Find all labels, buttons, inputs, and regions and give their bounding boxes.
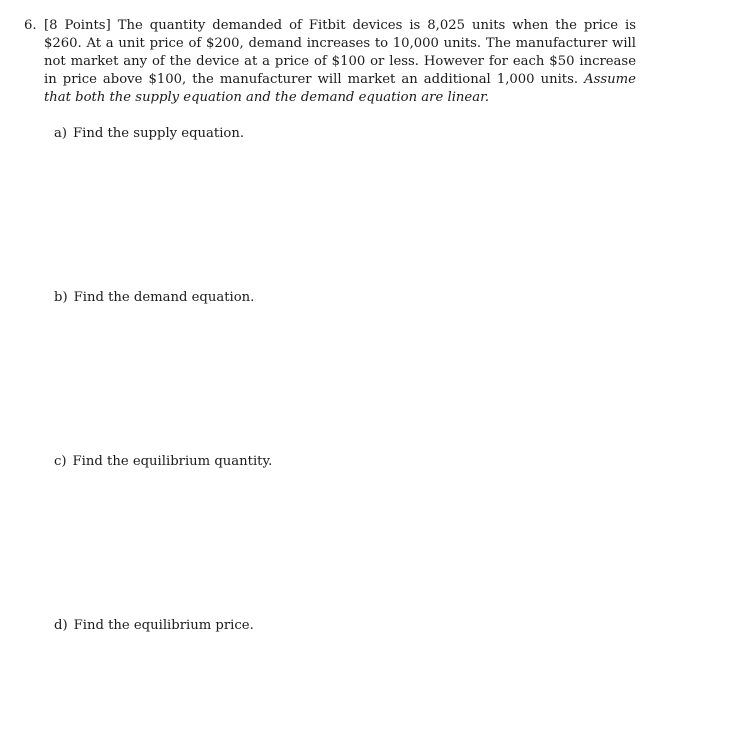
part-a-label: a): [54, 126, 68, 141]
part-d-label: d): [54, 618, 68, 633]
problem-number: 6.: [24, 18, 37, 33]
part-b: [54, 289, 254, 307]
problem-assumption: Assume that both the supply equation and the demand equation are linear.: [44, 72, 636, 105]
part-d-text: Find the equilibrium price.: [73, 618, 254, 633]
part-c-text: Find the equilibrium quantity.: [72, 454, 273, 469]
part-d: [54, 617, 254, 635]
problem-text: The quantity demanded of Fitbit devices is 8,025 units when the price is $260. At a unit price of $200, demand increases to 10,000 units. The manufacturer will not market any of the device at a price of $100 or less. However for each $50 increase in price above $100, the manufacturer will market an additional 1,000 units.: [44, 18, 636, 87]
part-b-text: Find the demand equation.: [73, 290, 255, 305]
problem-text-block: [44, 17, 636, 107]
part-b-label: b): [54, 290, 68, 305]
part-a-text: Find the supply equation.: [73, 126, 245, 141]
problem-statement: [24, 17, 636, 107]
problem-points: [8 Points]: [44, 18, 111, 33]
part-a: [54, 125, 244, 143]
part-c: [54, 453, 272, 471]
part-c-label: c): [54, 454, 67, 469]
